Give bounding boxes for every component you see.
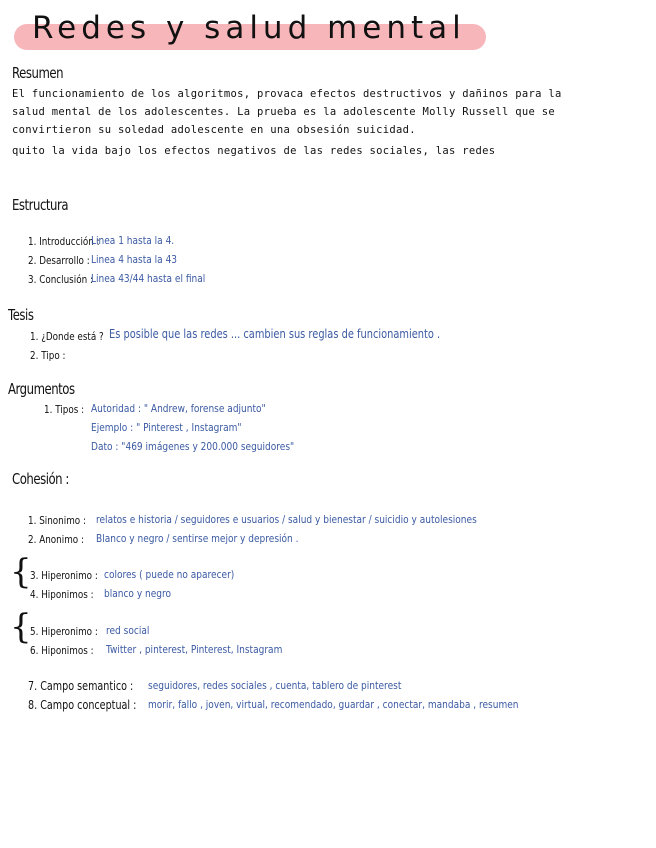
- argumentos-label: 1. Tipos :: [44, 403, 85, 416]
- argumentos-line: Ejemplo : " Pinterest , Instagram": [91, 421, 242, 434]
- bracket-glyph: {: [10, 552, 32, 592]
- resumen-heading: Resumen: [12, 64, 64, 82]
- cohesion-label: 5. Hiperonimo :: [30, 625, 98, 638]
- argumentos-line: Dato : "469 imágenes y 200.000 seguidores": [91, 440, 295, 453]
- cohesion-value: seguidores, redes sociales , cuenta, tablero de pinterest: [148, 679, 402, 692]
- estructura-value: Linea 1 hasta la 4.: [91, 234, 175, 247]
- cohesion-value: red social: [106, 624, 150, 637]
- estructura-value: Linea 43/44 hasta el final: [91, 272, 206, 285]
- cohesion-value: colores ( puede no aparecer): [104, 568, 235, 581]
- cohesion-label: 2. Anonimo :: [28, 533, 84, 546]
- argumentos-heading: Argumentos: [8, 380, 75, 398]
- tesis-label: 1. ¿Donde está ?: [30, 330, 104, 343]
- cohesion-heading: Cohesión :: [12, 470, 69, 488]
- estructura-value: Linea 4 hasta la 43: [91, 253, 178, 266]
- argumentos-line: Autoridad : " Andrew, forense adjunto": [91, 402, 266, 415]
- tesis-heading: Tesis: [8, 306, 34, 324]
- cohesion-label: 7. Campo semantico :: [28, 679, 134, 693]
- resumen-line: salud mental de los adolescentes. La prueba es la adolescente Molly Russell que se: [12, 106, 555, 118]
- tesis-label: 2. Tipo :: [30, 349, 66, 362]
- cohesion-value: blanco y negro: [104, 587, 172, 600]
- estructura-label: 1. Introducción :: [28, 235, 100, 248]
- resumen-line: quito la vida bajo los efectos negativos de las redes sociales, las redes: [12, 145, 496, 157]
- cohesion-value: Blanco y negro / sentirse mejor y depresión .: [96, 532, 299, 545]
- cohesion-value: Twitter , pinterest, Pinterest, Instagram: [106, 643, 283, 656]
- cohesion-value: morir, fallo , joven, virtual, recomendado, guardar , conectar, mandaba , resumen: [148, 698, 519, 711]
- cohesion-label: 6. Hiponimos :: [30, 644, 94, 657]
- cohesion-label: 1. Sinonimo :: [28, 514, 86, 527]
- page-title: Redes y salud mental: [32, 10, 466, 46]
- cohesion-label: 3. Hiperonimo :: [30, 569, 98, 582]
- bracket-glyph: {: [10, 607, 32, 647]
- cohesion-value: relatos e historia / seguidores e usuarios / salud y bienestar / suicidio y autolesiones: [96, 513, 477, 526]
- cohesion-label: 4. Hiponimos :: [30, 588, 94, 601]
- tesis-value: Es posible que las redes ... cambien sus reglas de funcionamiento .: [109, 327, 441, 341]
- estructura-label: 3. Conclusión :: [28, 273, 93, 286]
- cohesion-label: 8. Campo conceptual :: [28, 698, 137, 712]
- estructura-label: 2. Desarrollo :: [28, 254, 90, 267]
- resumen-line: El funcionamiento de los algoritmos, provaca efectos destructivos y dañinos para la: [12, 88, 562, 100]
- estructura-heading: Estructura: [12, 196, 69, 214]
- resumen-line: convirtieron su soledad adolescente en una obsesión suicidad.: [12, 124, 416, 136]
